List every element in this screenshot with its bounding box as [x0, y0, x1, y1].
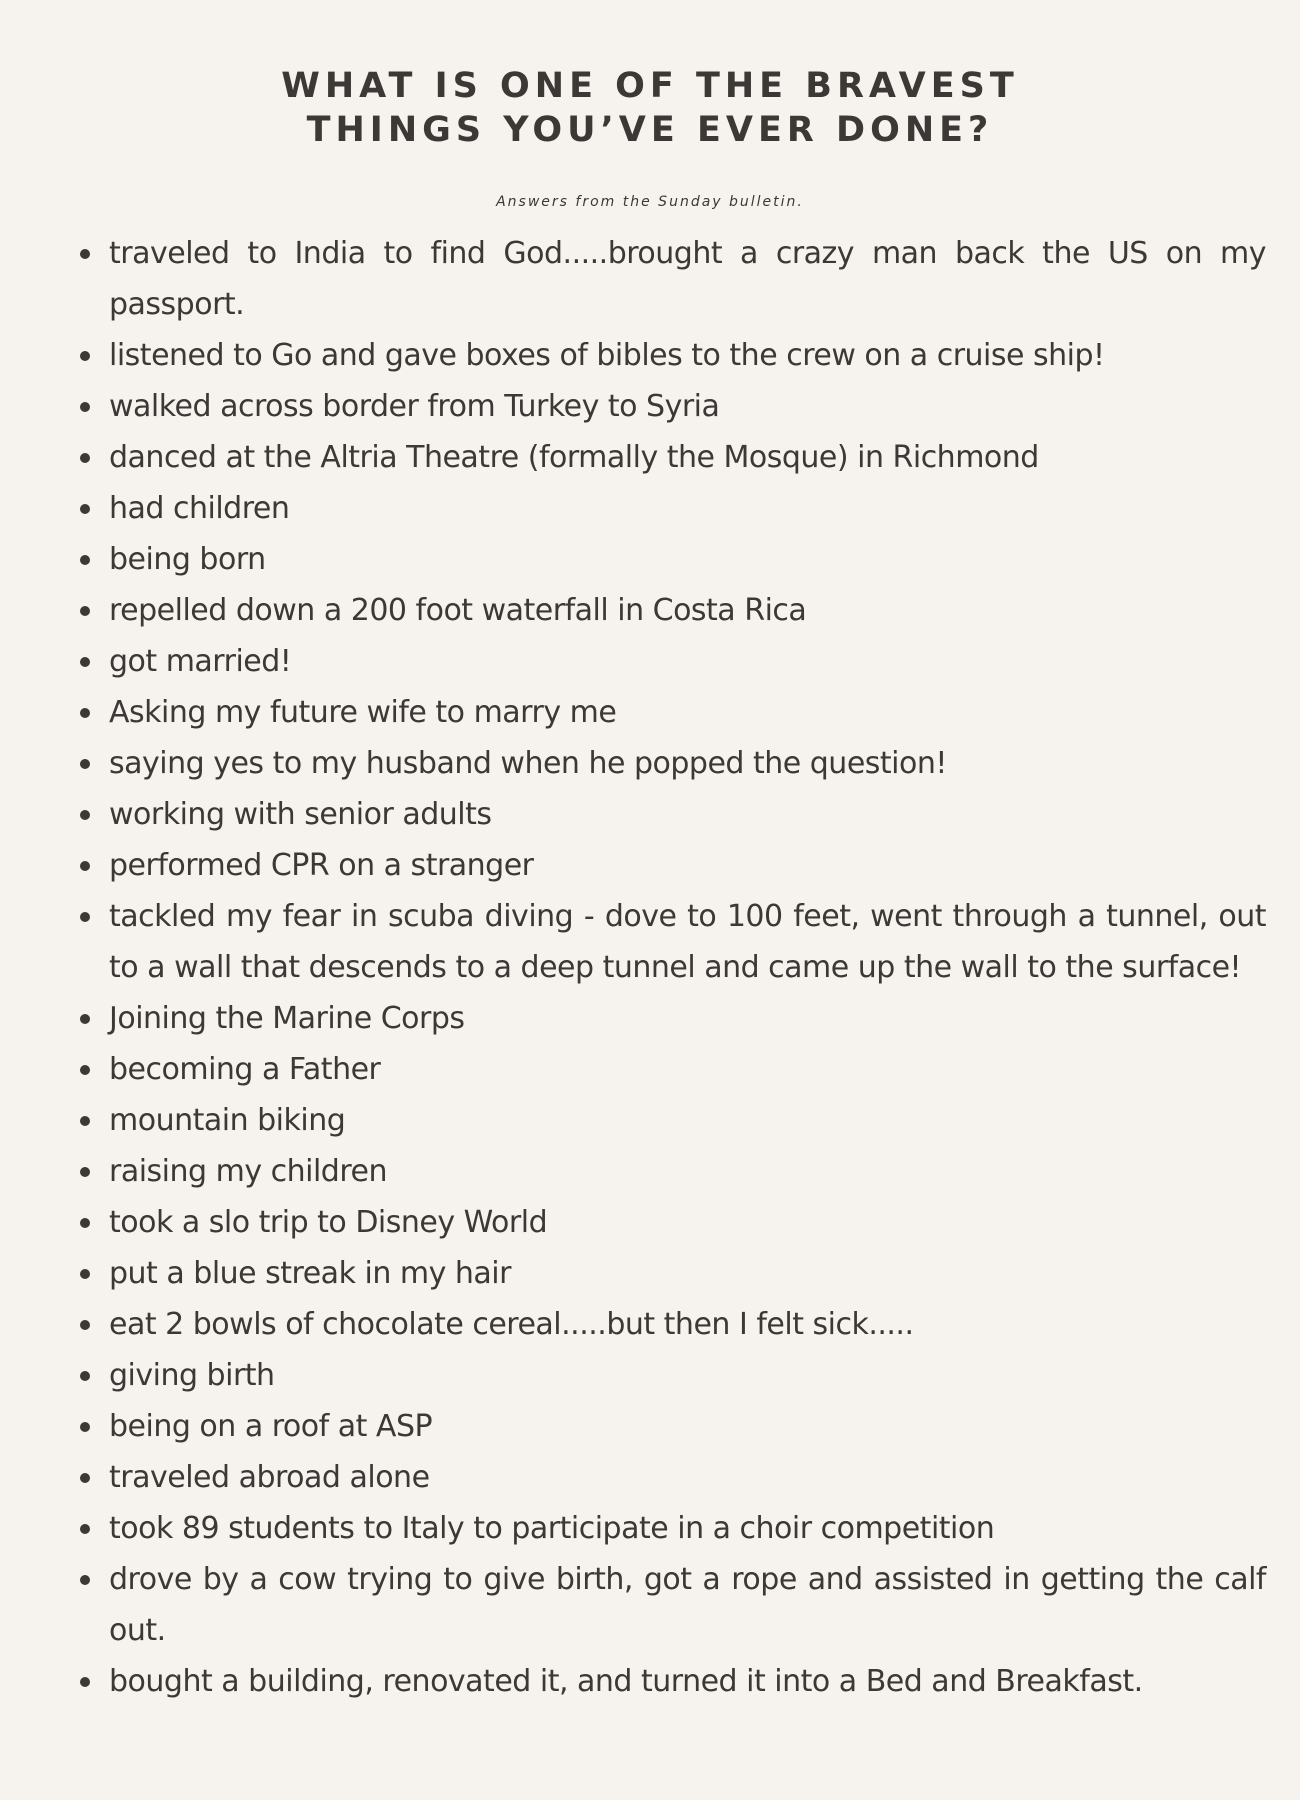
answer-item: traveled to India to find God.....brought a crazy man back the US on my passport.	[109, 228, 1266, 330]
answer-item: raising my children	[109, 1146, 1266, 1197]
answer-item: got married!	[109, 636, 1266, 687]
answer-item: danced at the Altria Theatre (formally the Mosque) in Richmond	[109, 432, 1266, 483]
answer-item: eat 2 bowls of chocolate cereal.....but then I felt sick.....	[109, 1299, 1266, 1350]
answer-item: mountain biking	[109, 1095, 1266, 1146]
answer-item: took a slo trip to Disney World	[109, 1197, 1266, 1248]
answer-item: being on a roof at ASP	[109, 1401, 1266, 1452]
answer-item: giving birth	[109, 1350, 1266, 1401]
page-title-line-2: THINGS YOU’VE EVER DONE?	[306, 110, 994, 150]
answer-item: listened to Go and gave boxes of bibles to the crew on a cruise ship!	[109, 330, 1266, 381]
answer-item: put a blue streak in my hair	[109, 1248, 1266, 1299]
answer-item: repelled down a 200 foot waterfall in Costa Rica	[109, 585, 1266, 636]
answer-item: Joining the Marine Corps	[109, 993, 1266, 1044]
answer-item: working with senior adults	[109, 789, 1266, 840]
answer-item: Asking my future wife to marry me	[109, 687, 1266, 738]
answer-item: traveled abroad alone	[109, 1452, 1266, 1503]
answer-item: performed CPR on a stranger	[109, 840, 1266, 891]
answer-item: walked across border from Turkey to Syria	[109, 381, 1266, 432]
page-title	[0, 0, 1300, 152]
answer-item: had children	[109, 483, 1266, 534]
answer-item: took 89 students to Italy to participate in a choir competition	[109, 1503, 1266, 1554]
answers-list	[0, 228, 1300, 1707]
answer-item: tackled my fear in scuba diving - dove to 100 feet, went through a tunnel, out to a wall that descends to a deep tunnel and came up the wall to the surface!	[109, 891, 1266, 993]
page-title-line-1: WHAT IS ONE OF THE BRAVEST	[281, 66, 1019, 106]
answer-item: drove by a cow trying to give birth, got a rope and assisted in getting the calf out.	[109, 1554, 1266, 1656]
page-subtitle: Answers from the Sunday bulletin.	[496, 194, 804, 210]
answer-item: saying yes to my husband when he popped the question!	[109, 738, 1266, 789]
answer-item: bought a building, renovated it, and turned it into a Bed and Breakfast.	[109, 1656, 1266, 1707]
answer-item: becoming a Father	[109, 1044, 1266, 1095]
answer-item: being born	[109, 534, 1266, 585]
